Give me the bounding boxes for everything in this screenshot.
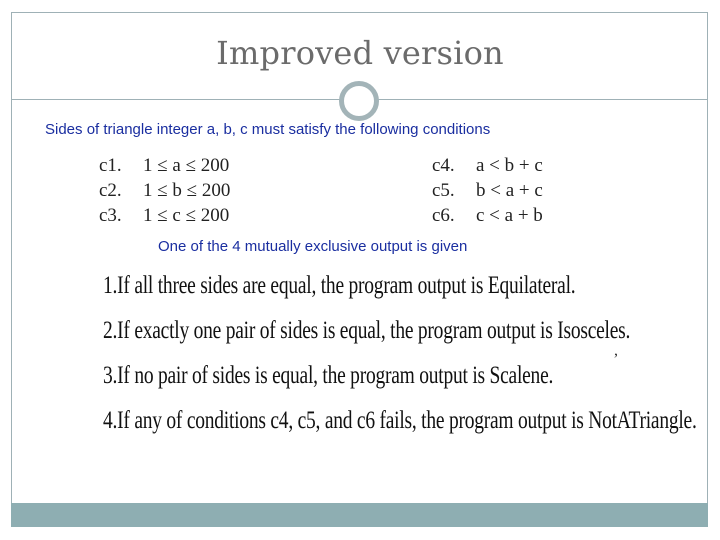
condition-id: c6. (432, 205, 455, 226)
output-rule-number: 1. (103, 272, 118, 299)
condition-id: c1. (99, 155, 122, 176)
output-rule-item (103, 317, 631, 362)
condition-expression: c < a + b (476, 205, 543, 226)
condition-expression: 1 ≤ c ≤ 200 (143, 205, 230, 226)
output-rule-number: 2. (103, 317, 118, 344)
output-rule-number: 3. (103, 362, 118, 389)
output-rule-text: If all three sides are equal, the program output is Equilateral. (117, 272, 576, 299)
output-rule-item (103, 362, 554, 407)
condition-expression: b < a + c (476, 180, 543, 201)
output-intro-text: One of the 4 mutually exclusive output is given (158, 238, 468, 255)
stray-comma-mark: , (614, 342, 618, 359)
output-rule-text: If any of conditions c4, c5, and c6 fails, the program output is NotATriangle. (117, 407, 697, 434)
condition-row (432, 153, 543, 178)
condition-row (99, 153, 230, 178)
condition-expression: 1 ≤ a ≤ 200 (143, 155, 230, 176)
conditions-right-table (432, 153, 543, 228)
condition-row (99, 178, 230, 203)
condition-expression: 1 ≤ b ≤ 200 (143, 180, 231, 201)
divider-circle-ornament (339, 81, 379, 121)
output-rule-text: If no pair of sides is equal, the program output is Scalene. (117, 362, 554, 389)
output-rules-list (103, 272, 697, 452)
condition-id: c5. (432, 180, 455, 201)
conditions-left-table (99, 153, 230, 228)
condition-row (432, 178, 543, 203)
condition-expression: a < b + c (476, 155, 543, 176)
condition-id: c3. (99, 205, 122, 226)
output-rule-item (103, 272, 576, 317)
condition-id: c4. (432, 155, 455, 176)
footer-accent-bar (11, 503, 708, 527)
conditions-intro-text: Sides of triangle integer a, b, c must satisfy the following conditions (45, 121, 491, 138)
condition-row (99, 203, 230, 228)
output-rule-item (103, 407, 697, 452)
slide-title: Improved version (216, 34, 504, 72)
output-rule-number: 4. (103, 407, 118, 434)
output-rule-text: If exactly one pair of sides is equal, the program output is Isosceles. (117, 317, 631, 344)
condition-row (432, 203, 543, 228)
condition-id: c2. (99, 180, 122, 201)
